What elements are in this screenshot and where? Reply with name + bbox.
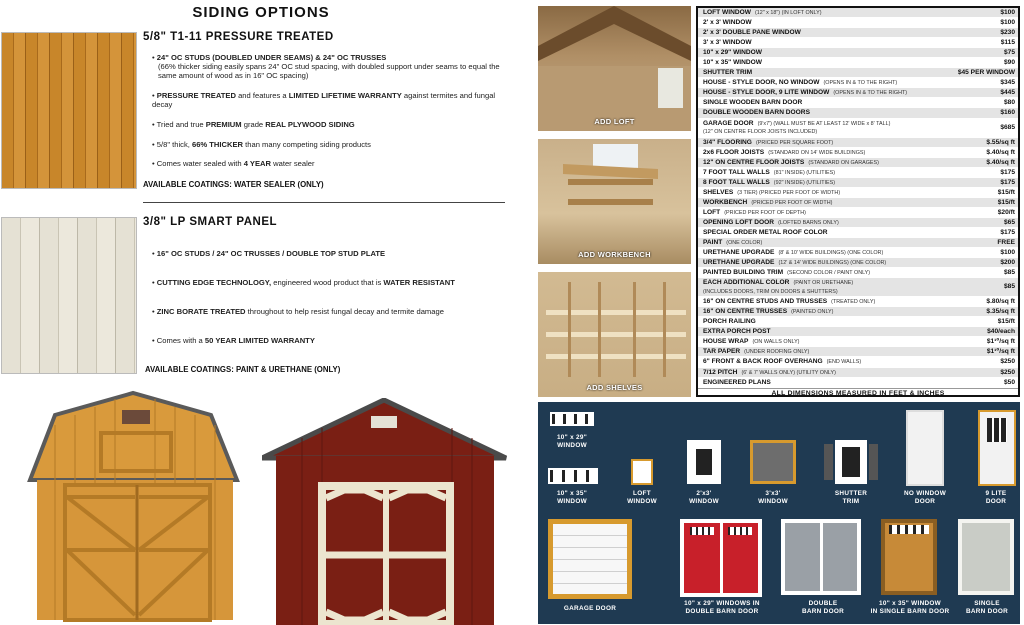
price-item-name: HOUSE - STYLE DOOR, NO WINDOW [703,79,820,87]
price-item-note: (OPENS IN & TO THE RIGHT) [833,90,908,97]
price-value: $40/each [987,328,1015,336]
lp-bullet-2: • CUTTING EDGE TECHNOLOGY, engineered wood product that is WATER RESISTANT [152,278,455,287]
add-workbench-photo [538,139,691,264]
price-row [698,297,1018,307]
shutter-trim-window-icon [835,440,867,484]
t111-b2-bold1: PRESSURE TREATED [156,91,236,100]
price-value: $.40/sq ft [986,148,1015,156]
price-value: $80 [1003,99,1015,107]
price-item-name: EXTRA PORCH POST [703,328,771,336]
nine-lite-glass [987,418,1007,442]
t111-b4-pre: 5/8" thick, [156,140,192,149]
single-door-window [889,525,929,534]
price-value: $445 [1000,89,1015,97]
t111-b3-mid: grade [241,120,266,129]
garage-door-icon [548,519,632,599]
t111-heading: 5/8" T1-11 PRESSURE TREATED [143,31,334,43]
price-row [698,119,1018,138]
price-row [698,138,1018,148]
price-item-name: DOUBLE WOODEN BARN DOORS [703,109,810,117]
price-item-name: URETHANE UPGRADE [703,259,775,267]
price-value: $200 [1000,259,1015,267]
price-item-name: HOUSE WRAP [703,338,749,346]
lp-b1-bold: 16" OC STUDS / 24" OC TRUSSES / DOUBLE TOP STUD PLATE [156,249,386,258]
price-item-name: 7/12 PITCH [703,368,738,376]
shutter-trim-label: SHUTTER TRIM [834,490,868,505]
price-item-name: 12" ON CENTRE FLOOR JOISTS [703,158,805,166]
window-10x29-label: 10" x 29" WINDOW [556,434,588,449]
price-item-name: HOUSE - STYLE DOOR, 9 LITE WINDOW [703,89,830,97]
price-value: $90 [1003,59,1015,67]
lp-b2-bold2: WATER RESISTANT [383,278,455,287]
price-item-name: 10" x 29" WINDOW [703,49,763,57]
price-item-note: (PRICED PER FOOT OF WIDTH) [751,199,833,206]
price-item-note: (6' & 7' WALLS ONLY) (UTILITY ONLY) [741,369,836,376]
t111-bullet-1: • 24" OC STUDS (DOUBLED UNDER SEAMS) & 24" OC TRUSSES (66% thicker siding easily spans 24" OC stud spacing, with doubled support under seams to equal the same amount of wood as in 16" OC spacing) [152,53,502,80]
price-item-note: (81" INSIDE) (UTILITIES) [773,169,836,176]
double-door-center [820,523,823,591]
price-item-name: EACH ADDITIONAL COLOR [703,279,790,287]
single-barn-door-icon [958,519,1014,595]
price-value: $85 [1003,269,1015,277]
price-value: $175 [1000,168,1015,176]
price-value: $100 [1000,19,1015,27]
price-item-name: OPENING LOFT DOOR [703,218,775,226]
price-value: $45 PER WINDOW [957,69,1015,77]
t111-bullet-2: • PRESSURE TREATED and features a LIMITED LIFETIME WARRANTY against termites and fungal decay [152,91,496,109]
price-value: $75 [1003,49,1015,57]
price-value: $.35/sq ft [986,308,1015,316]
price-row [698,357,1018,367]
price-item-note: (END WALLS) [826,359,862,366]
price-row [698,8,1018,18]
price-row [698,18,1018,28]
price-item-note: (STANDARD ON GARAGES) [808,159,879,166]
price-item-name: SHELVES [703,188,734,196]
price-item-note: (ONE COLOR) [726,239,763,246]
price-item-name: URETHANE UPGRADE [703,249,775,257]
price-row [698,28,1018,38]
loft-window-label: LOFT WINDOW [627,490,657,505]
price-value: $100 [1000,249,1015,257]
lp-b3-end: throughout to help resist fungal decay and termite damage [245,307,444,316]
price-item-name: 3' x 3' WINDOW [703,39,752,47]
t111-b3-bold1: PREMIUM [205,120,242,129]
t111-bullet-4: • 5/8" thick, 66% THICKER than many competing siding products [152,140,371,149]
price-row [698,337,1018,347]
double-barn-door-icon [781,519,861,595]
price-value: $175 [1000,228,1015,236]
single-barn-door-window-icon [881,519,937,595]
t111-b1-bold: 24" OC STUDS (DOUBLED UNDER SEAMS) & 24" OC TRUSSES [156,53,387,62]
t111-b3-pre: Tried and true [156,120,206,129]
price-item-note: (UNDER ROOFING ONLY) [744,349,810,356]
price-row [698,228,1018,238]
window-10x35-icon [548,468,598,484]
price-row [698,158,1018,168]
price-value: $160 [1000,109,1015,117]
double-barn-door-label: DOUBLE BARN DOOR [801,600,845,615]
price-row [698,188,1018,198]
price-value: $15/ft [997,318,1015,326]
price-row [698,248,1018,258]
single-barn-door-window-label: 10" x 35" WINDOW IN SINGLE BARN DOOR [870,600,950,615]
lp-heading: 3/8" LP SMART PANEL [143,216,278,228]
price-row [698,327,1018,337]
t111-b2-end: against termites and fungal decay [152,91,496,109]
price-item-name: LOFT [703,208,721,216]
price-value: $115 [1000,39,1015,47]
lp-siding-swatch [1,217,137,374]
price-row [698,78,1018,88]
price-row [698,38,1018,48]
price-item-name: 3/4" FLOORING [703,138,752,146]
price-item-note: (8' & 10' WIDE BUILDINGS) (ONE COLOR) [778,250,884,257]
price-item-name: ENGINEERED PLANS [703,378,771,386]
dbl-door-window-right [728,527,752,535]
price-value: $50 [1003,378,1015,386]
price-row [698,278,1018,297]
price-item-name: SPECIAL ORDER METAL ROOF COLOR [703,228,828,236]
window-2x3-label: 2'x3' WINDOW [689,490,719,505]
t111-available-coatings: AVAILABLE COATINGS: WATER SEALER (ONLY) [143,180,324,189]
price-item-name: 16" ON CENTRE STUDS AND TRUSSES [703,298,828,306]
price-item-name: PAINTED BUILDING TRIM [703,269,784,277]
lp-bullet-1: • 16" OC STUDS / 24" OC TRUSSES / DOUBLE TOP STUD PLATE [152,249,386,258]
t111-bullet-3: • Tried and true PREMIUM grade REAL PLYWOOD SIDING [152,120,355,129]
t111-b2-bold2: LIMITED LIFETIME WARRANTY [288,91,402,100]
price-row [698,368,1018,378]
price-value: $.55/sq ft [986,138,1015,146]
price-row [698,347,1018,357]
price-value: $15/ft [997,188,1015,196]
price-item-name: PAINT [703,238,723,246]
price-item-note: (PRICED PER SQUARE FOOT) [755,139,834,146]
price-row [698,378,1018,388]
price-value: $1¹⁰/sq ft [986,348,1015,356]
price-row [698,48,1018,58]
t111-bullet-5: • Comes water sealed with 4 YEAR water sealer [152,159,315,168]
price-table [696,6,1020,397]
lp-b4-pre: Comes with a [156,336,205,345]
price-value: $65 [1003,218,1015,226]
price-item-name: 16" ON CENTRE TRUSSES [703,308,788,316]
t111-b4-bold: 66% THICKER [191,140,244,149]
price-item-note: (SECOND COLOR / PAINT ONLY) [787,270,871,277]
price-item-name: 2x6 FLOOR JOISTS [703,148,765,156]
lp-b2-mid: engineered wood product that is [271,278,384,287]
price-item-name: 10" x 35" WINDOW [703,59,763,67]
price-value: FREE [997,238,1015,246]
price-item-name: PORCH RAILING [703,318,756,326]
window-3x3-label: 3'x3' WINDOW [758,490,788,505]
red-utility-shed-illustration [262,398,507,625]
workbench-photo-art [538,139,691,264]
price-item-name: SHUTTER TRIM [703,69,753,77]
t111-b5-end: water sealer [271,159,315,168]
price-item-name: TAR PAPER [703,348,741,356]
no-window-door-icon [906,410,944,486]
price-row [698,88,1018,98]
t111-b3-bold2: REAL PLYWOOD SIDING [265,120,355,129]
lp-b2-bold1: CUTTING EDGE TECHNOLOGY, [156,278,272,287]
window-2x3-icon [687,440,721,484]
shutter-left-icon [824,444,833,480]
price-row [698,168,1018,178]
price-item-note: (PAINT OR URETHANE) [793,280,854,287]
price-value: $175 [1000,178,1015,186]
price-row [698,178,1018,188]
lp-bullet-3: • ZINC BORATE TREATED throughout to help resist fungal decay and termite damage [152,307,444,316]
add-loft-label: ADD LOFT [594,117,635,126]
shelves-photo-art [538,272,691,397]
price-row [698,58,1018,68]
price-value: $1¹⁰/sq ft [986,338,1015,346]
price-row [698,317,1018,327]
dbl-door-window-left [690,527,714,535]
loft-photo-art [538,6,691,131]
nine-lite-door-label: 9 LITE DOOR [985,490,1007,505]
price-value: $230 [1000,29,1015,37]
garage-door-label: GARAGE DOOR [563,605,617,612]
window-10x35-label: 10" x 35" WINDOW [556,490,588,505]
t111-b5-pre: Comes water sealed with [156,159,244,168]
price-row [698,218,1018,228]
t111-siding-swatch [1,32,137,189]
price-row [698,268,1018,278]
price-row [698,208,1018,218]
price-item-note: (PRICED PER FOOT OF DEPTH) [724,209,806,216]
price-item-note: (92" INSIDE) (UTILITIES) [773,179,836,186]
price-item-note2: (INCLUDES DOORS, TRIM ON DOORS & SHUTTERS) [703,288,838,295]
price-item-name: 2' x 3' WINDOW [703,19,752,27]
price-row [698,258,1018,268]
price-item-note: (LOFTED BARNS ONLY) [778,219,839,226]
price-item-name: 8 FOOT TALL WALLS [703,178,770,186]
price-item-name: 7 FOOT TALL WALLS [703,168,770,176]
price-value: $.80/sq ft [986,298,1015,306]
price-value: $20/ft [997,208,1015,216]
price-value: $685 [1000,123,1015,131]
price-footer: ALL DIMENSIONS MEASURED IN FEET & INCHES [698,388,1018,398]
price-item-name: LOFT WINDOW [703,9,751,16]
price-row [698,68,1018,78]
lp-b3-bold: ZINC BORATE TREATED [156,307,246,316]
nine-lite-door-icon [978,410,1016,486]
price-item-note: (3 TIER) (PRICED PER FOOT OF WIDTH) [737,189,841,196]
price-item-name: WORKBENCH [703,198,748,206]
no-window-door-label: NO WINDOW DOOR [903,490,947,505]
price-item-name: 6" FRONT & BACK ROOF OVERHANG [703,358,823,366]
price-item-note: (STANDARD ON 14' WIDE BUILDINGS) [768,149,866,156]
price-item-note: (12' & 14' WIDE BUILDINGS) (ONE COLOR) [778,260,887,267]
price-row [698,307,1018,317]
price-item-name: 2' x 3' DOUBLE PANE WINDOW [703,29,801,37]
add-workbench-label: ADD WORKBENCH [578,250,651,259]
t111-b4-end: than many competing siding products [243,140,371,149]
price-value: $100 [1000,9,1015,16]
price-item-note: (OPENS IN & TO THE RIGHT) [823,80,898,87]
t111-b2-mid: and features a [235,91,289,100]
price-item-name: GARAGE DOOR [703,119,754,127]
price-item-note: (TREATED ONLY) [831,299,876,306]
price-value: $15/ft [997,198,1015,206]
window-10x29-icon [550,412,594,426]
options-panel [538,402,1020,624]
add-shelves-label: ADD SHELVES [586,383,643,392]
lofted-barn-illustration [15,385,260,625]
price-row [698,238,1018,248]
section-divider [143,202,505,203]
price-row [698,98,1018,108]
add-shelves-photo [538,272,691,397]
add-loft-photo [538,6,691,131]
t111-b1-sub: (66% thicker siding easily spans 24" OC stud spacing, with doubled support under seams to equal the same amount of wood as in 16" OC spacing) [158,62,500,80]
price-value: $85 [1003,283,1015,291]
price-item-note2: (12" ON CENTRE FLOOR JOISTS INCLUDED) [703,129,818,136]
loft-window-icon [631,459,653,485]
price-value: $345 [1000,79,1015,87]
lp-b4-bold: 50 YEAR LIMITED WARRANTY [204,336,315,345]
lp-bullet-4: • Comes with a 50 YEAR LIMITED WARRANTY [152,336,315,345]
dbl-door-center [720,523,723,593]
t111-b5-bold: 4 YEAR [243,159,272,168]
page-title: SIDING OPTIONS [192,4,330,21]
price-row [698,108,1018,118]
price-item-note: (9'x7') (WALL MUST BE AT LEAST 12' WIDE x 8' TALL) [757,120,891,127]
price-item-name: SINGLE WOODEN BARN DOOR [703,99,803,107]
double-barn-door-windows-label: 10" x 29" WINDOWS IN DOUBLE BARN DOOR [684,600,760,615]
single-barn-door-label: SINGLE BARN DOOR [965,600,1009,615]
price-value: $250 [1000,368,1015,376]
price-value: $.40/sq ft [986,158,1015,166]
double-barn-door-windows-icon [680,519,762,597]
shutter-right-icon [869,444,878,480]
price-row [698,198,1018,208]
price-value: $250 [1000,358,1015,366]
price-item-note: (ON WALLS ONLY) [752,339,800,346]
price-item-note: (12" x 18") (IN LOFT ONLY) [754,10,822,16]
price-item-note: (PAINTED ONLY) [791,309,834,316]
window-3x3-icon [750,440,796,484]
price-rows [698,8,1018,388]
lp-available-coatings: AVAILABLE COATINGS: PAINT & URETHANE (ONLY) [145,365,341,374]
price-row [698,148,1018,158]
